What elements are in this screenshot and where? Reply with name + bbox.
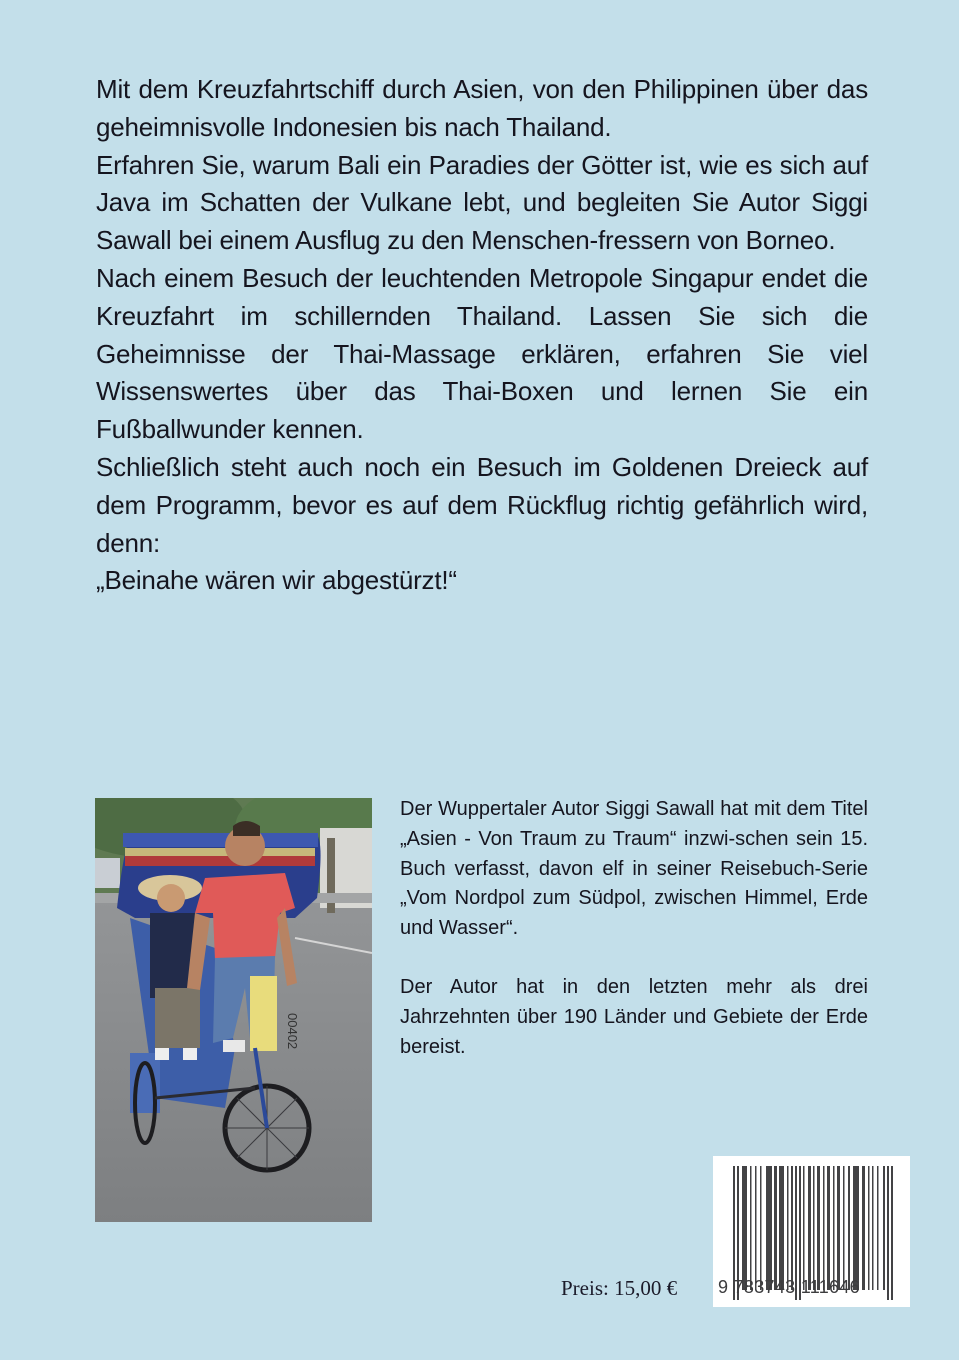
isbn-number: 9 783743 111646 bbox=[718, 1277, 860, 1297]
rickshaw-photo-illustration bbox=[95, 798, 372, 1222]
blurb-paragraph-4: Schließlich steht auch noch ein Besuch im Goldenen Dreieck auf dem Programm, bevor es auf dem Rückflug richtig gefährlich wird, denn: bbox=[96, 451, 868, 558]
bio-paragraph-1: Der Wuppertaler Autor Siggi Sawall hat mit dem Titel „Asien - Von Traum zu Traum“ inzwi-schen sein 15. Buch verfasst, davon elf in seiner Reisebuch-Serie „Vom Nordpol zum Südpol, zwischen Himmel, Erde und Wasser“. bbox=[400, 798, 868, 940]
price-label: Preis: 15,00 € bbox=[561, 1276, 678, 1300]
blurb-paragraph-3: Nach einem Besuch der leuchtenden Metropole Singapur endet die Kreuzfahrt im schillernden Thailand. Lassen Sie sich die Geheimnisse der Thai-Massage erklären, erfahren Sie viel Wissenswertes über das Thai-Boxen und lernen Sie ein Fußballwunder kennen. bbox=[96, 262, 868, 445]
author-bio bbox=[400, 795, 868, 1091]
back-cover-blurb bbox=[96, 71, 868, 600]
isbn-barcode bbox=[713, 1156, 910, 1307]
blurb-quote: „Beinahe wären wir abgestürzt!“ bbox=[96, 565, 457, 596]
blurb-paragraph-2: Erfahren Sie, warum Bali ein Paradies der Götter ist, wie es sich auf Java im Schatten der Vulkane lebt, und begleiten Sie Autor Siggi Sawall bei einem Ausflug zu den Menschen-fressern von Borneo. bbox=[96, 149, 868, 256]
blurb-paragraph-1: Mit dem Kreuzfahrtschiff durch Asien, von den Philippinen über das geheimnisvolle Indonesien bis nach Thailand. bbox=[96, 74, 868, 142]
author-photo bbox=[95, 798, 372, 1222]
bio-paragraph-2: Der Autor hat in den letzten mehr als drei Jahrzehnten über 190 Länder und Gebiete der Erde bereist. bbox=[400, 975, 868, 1058]
svg-text:00402: 00402 bbox=[285, 1013, 300, 1050]
